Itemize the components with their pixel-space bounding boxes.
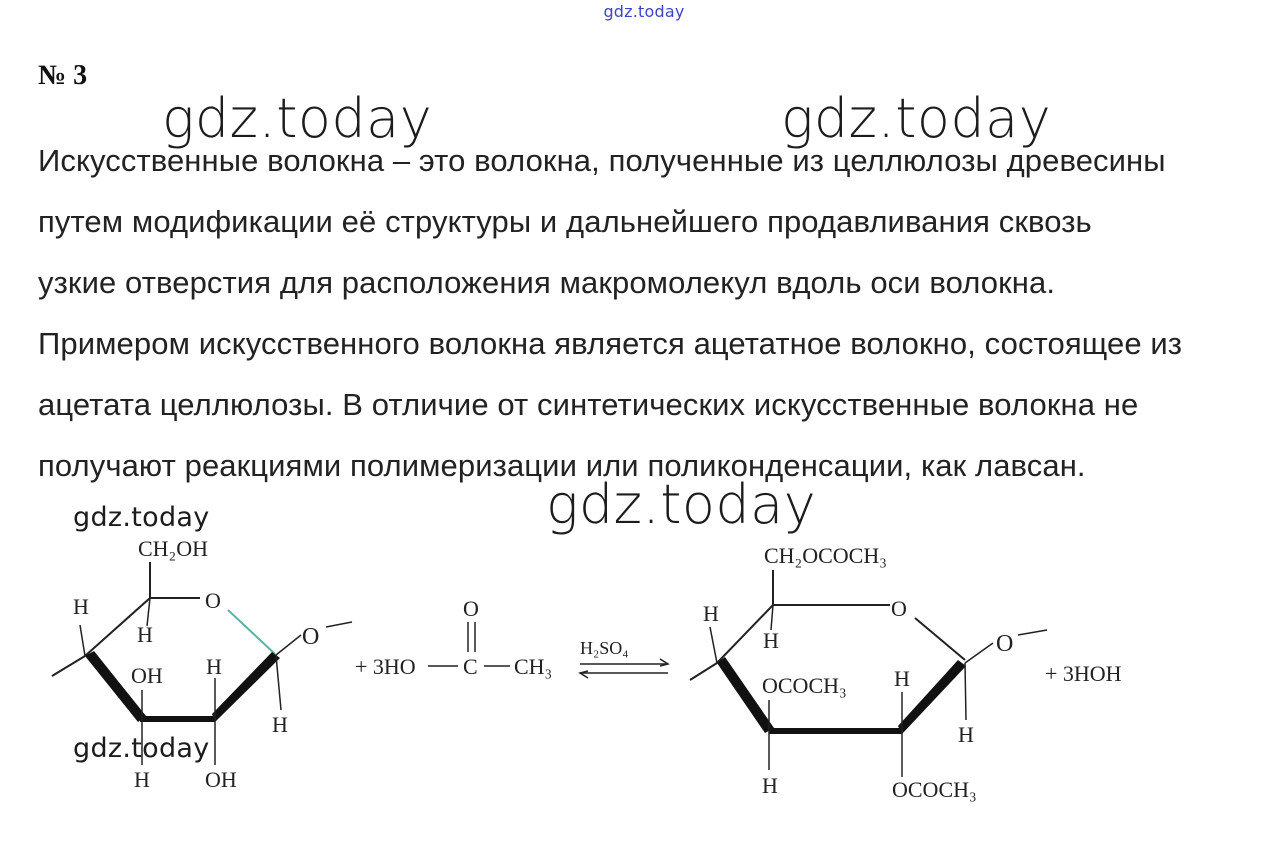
watermark-text: gdz.today [781, 87, 1052, 150]
hydroxyl-label: OH [205, 767, 237, 792]
water-byproduct-label: + 3HOH [1045, 661, 1122, 686]
hydrogen-label: H [73, 594, 89, 619]
watermark-text: gdz.today [546, 473, 817, 536]
watermark-text: gdz.today [73, 502, 210, 533]
catalyst-label: H₂SO₄ [580, 638, 629, 658]
carbonyl-carbon-label: C [463, 654, 478, 679]
hydrogen-label: H [894, 666, 910, 691]
paragraph-line: путем модификации её структуры и дальнейшего продавливания сквозь [38, 204, 1092, 239]
methyl-label: CH₃ [514, 654, 553, 679]
acetic-acid [355, 596, 552, 679]
paragraph-line: Примером искусственного волокна является ацетатное волокно, состоящее из [38, 326, 1183, 361]
paragraph-line: Искусственные волокна – это волокна, полученные из целлюлозы древесины [38, 143, 1166, 178]
top-watermark: gdz.today [603, 2, 685, 21]
cellulose-acetate-unit [690, 570, 1047, 777]
equilibrium-arrows [580, 638, 668, 678]
acetate-group-label: OCOCH₃ [892, 777, 977, 802]
hydroxyl-label: OH [131, 663, 163, 688]
hydrogen-label: H [762, 773, 778, 798]
hydrogen-label: H [703, 601, 719, 626]
watermark-text: gdz.today [73, 733, 210, 764]
acetate-group-label: OCOCH₃ [762, 673, 847, 698]
hydrogen-label: H [134, 767, 150, 792]
paragraph-line: узкие отверстия для расположения макромолекул вдоль оси волокна. [38, 265, 1056, 300]
hydrogen-label: H [763, 628, 779, 653]
hydrogen-label: H [137, 622, 153, 647]
reagent-prefix-label: + 3HO [355, 654, 416, 679]
ring-oxygen-label: O [891, 596, 907, 621]
task-number-heading: № 3 [38, 60, 88, 91]
cellulose-acetate-labels [703, 543, 1013, 802]
watermark-text: gdz.today [162, 87, 433, 150]
glycosidic-oxygen-label: O [996, 631, 1014, 657]
ch2-acetate-label: CH₂OCOCH₃ [764, 543, 887, 568]
ch2oh-label: CH₂OH [138, 536, 209, 561]
hydrogen-label: H [958, 722, 974, 747]
paragraph-line: ацетата целлюлозы. В отличие от синтетических искусственные волокна не [38, 387, 1139, 422]
hydrogen-label: H [206, 654, 222, 679]
glycosidic-oxygen-label: O [302, 624, 320, 650]
hydrogen-label: H [272, 712, 288, 737]
carbonyl-oxygen-label: O [463, 596, 479, 621]
ring-oxygen-label: O [205, 588, 221, 613]
paragraph-line: получают реакциями полимеризации или поликонденсации, как лавсан. [38, 448, 1086, 483]
